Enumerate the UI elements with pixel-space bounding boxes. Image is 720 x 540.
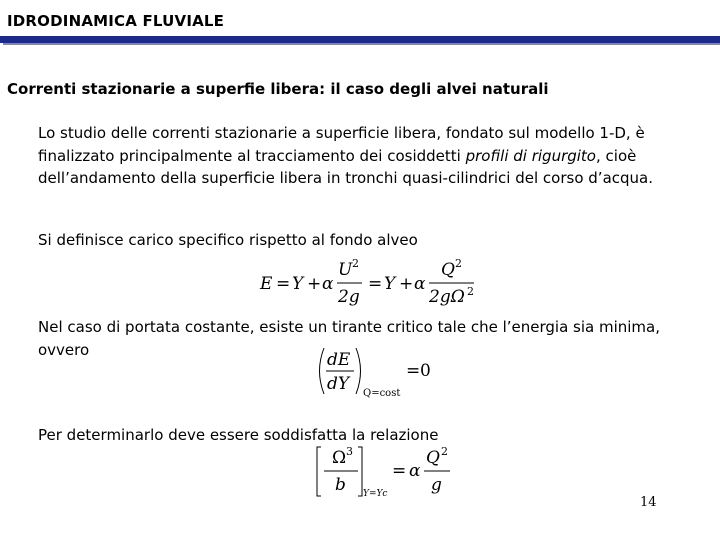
eq3-omega-exp: 3 <box>346 445 353 458</box>
eq1-Q-exp: 2 <box>455 257 462 270</box>
eq3-subscript: Y=Yc <box>363 489 388 499</box>
eq1-Y-1: Y <box>292 274 304 294</box>
slide-title: IDRODINAMICA FLUVIALE <box>7 12 225 30</box>
eq1-2g: 2g <box>338 287 360 307</box>
paragraph-intro <box>38 122 688 190</box>
eq2-dY: dY <box>327 374 350 394</box>
eq1-alpha-2: α <box>414 274 426 294</box>
eq1-U: U <box>338 260 353 280</box>
eq1-alpha-1: α <box>322 274 334 294</box>
section-heading: Correnti stazionarie a superfie libera: il caso degli alvei naturali <box>7 80 549 98</box>
eq1-U-exp: 2 <box>352 257 359 270</box>
eq1-plus-2: + <box>399 274 414 294</box>
title-rule <box>0 36 720 45</box>
eq2-equals: = <box>406 361 421 381</box>
eq3-g: g <box>431 475 442 495</box>
equation-specific-energy <box>258 255 498 315</box>
paragraph-critical-depth: Nel caso di portata costante, esiste un tirante critico tale che l’energia sia minima, ovvero <box>38 318 660 359</box>
paragraph-intro-text: Lo studio delle correnti stazionarie a superficie libera, fondato sul modello 1-D, è finalizzato principalmente al tracciamento dei cosiddetti <box>38 124 645 165</box>
eq2-zero: 0 <box>420 361 431 381</box>
eq1-omega-exp: 2 <box>467 285 474 298</box>
eq3-equals: = <box>392 461 407 481</box>
eq1-2g-omega: 2gΩ <box>429 287 465 307</box>
equation-minimum-energy <box>314 345 454 401</box>
eq3-omega: Ω <box>332 448 347 468</box>
paragraph-specific-head-text: Si definisce <box>38 231 129 249</box>
eq3-Q-exp: 2 <box>441 445 448 458</box>
eq3-right-bracket <box>358 447 362 496</box>
eq1-Q: Q <box>441 260 455 280</box>
eq1-equals-1: = <box>276 274 291 294</box>
eq2-left-paren <box>320 348 325 394</box>
carico-specifico-term: carico specifico <box>128 231 245 249</box>
eq2-right-paren <box>356 348 361 394</box>
profili-di-rigurgito-term: profili di rigurgito <box>465 146 596 165</box>
paragraph-condition: Per determinarlo deve essere soddisfatta la relazione <box>38 426 439 444</box>
eq1-equals-2: = <box>368 274 383 294</box>
paragraph-intro-text-end: , cioè dell’andamento della superficie libera in tronchi quasi-cilindrici del corso d’acqua. <box>38 146 653 187</box>
eq1-plus-1: + <box>307 274 322 294</box>
eq2-dE: dE <box>327 350 351 370</box>
eq3-left-bracket <box>317 447 321 496</box>
paragraph-specific-head <box>38 229 688 252</box>
page-number: 14 <box>640 495 657 510</box>
eq2-subscript: Q=cost <box>363 388 401 399</box>
eq3-Q: Q <box>426 448 440 468</box>
paragraph-specific-head-text-end: rispetto al fondo alveo <box>244 231 418 249</box>
eq1-Y-2: Y <box>384 274 396 294</box>
eq3-b: b <box>335 475 346 495</box>
eq3-alpha: α <box>409 461 421 481</box>
title-rule-bar <box>0 36 720 43</box>
eq1-E: E <box>260 274 273 294</box>
equation-critical-condition <box>316 444 476 500</box>
